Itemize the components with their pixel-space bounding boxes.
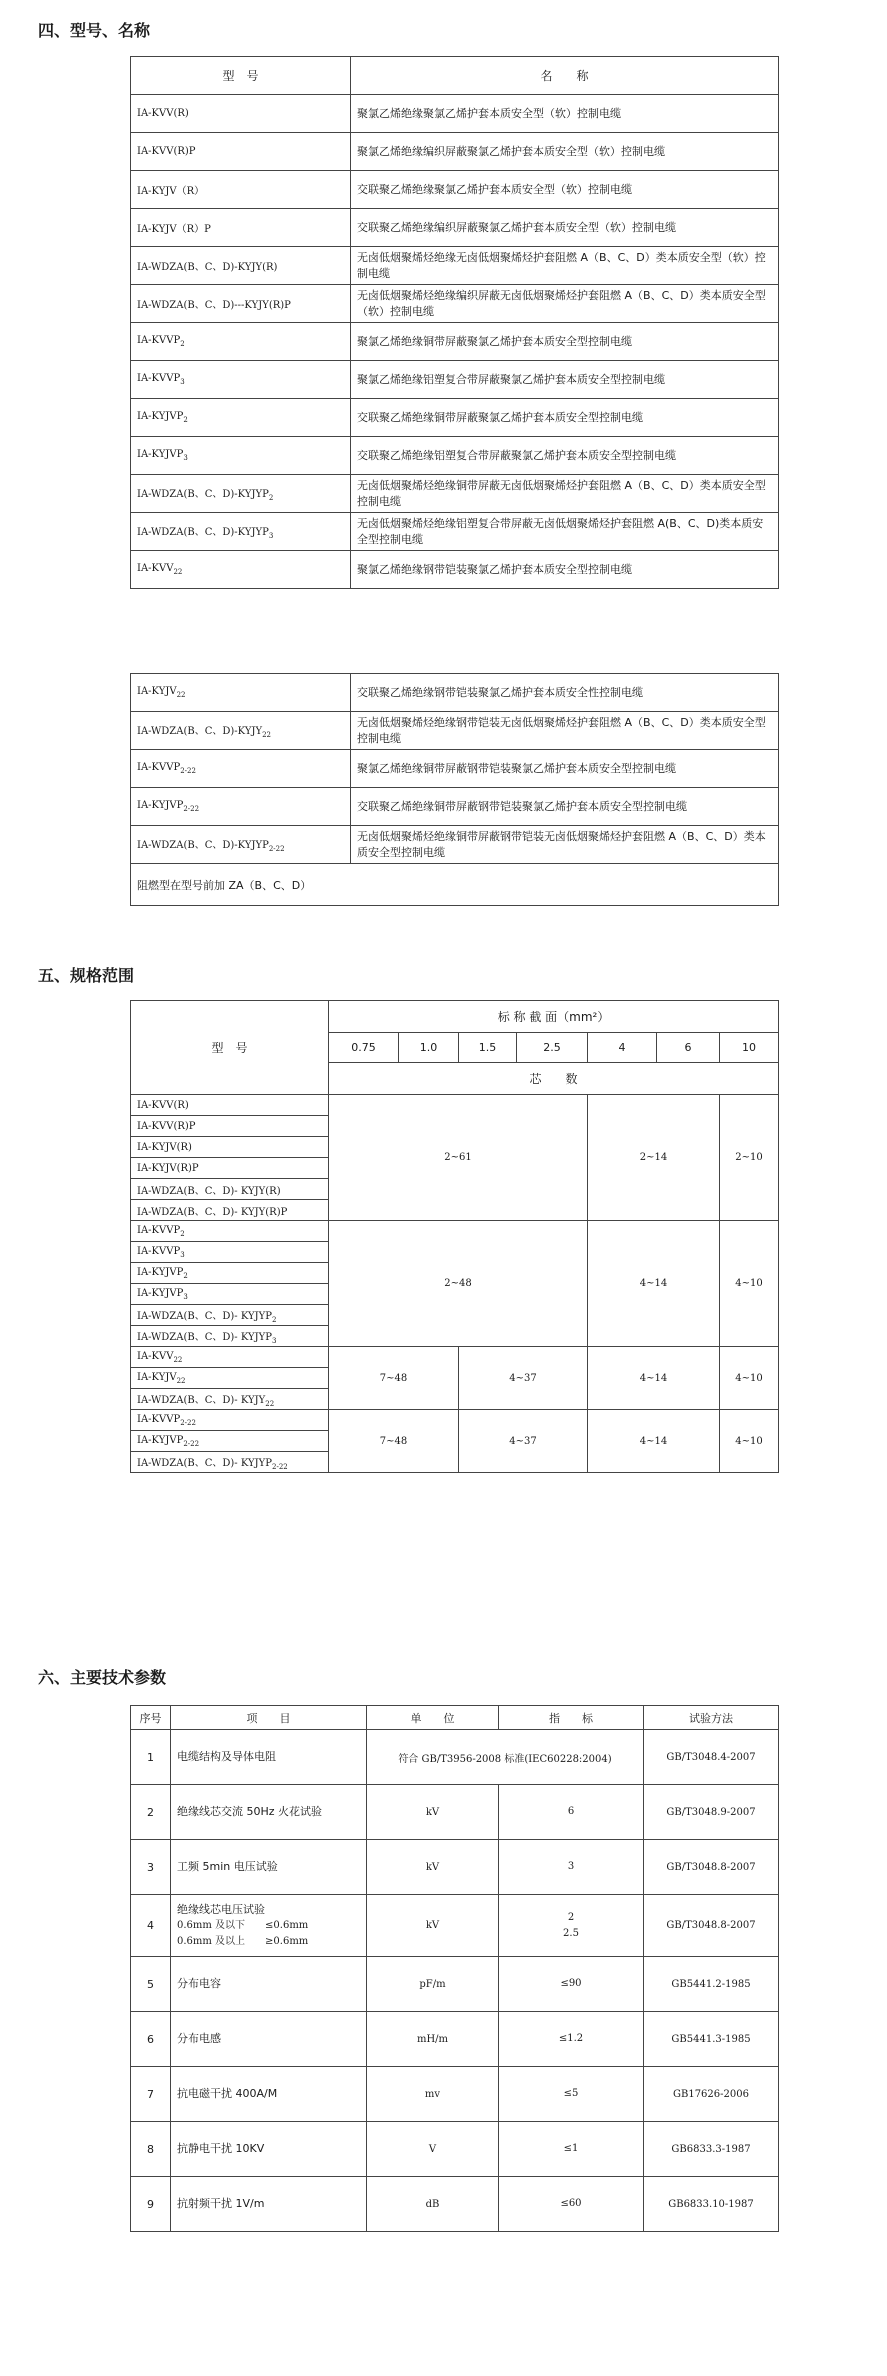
row-number: 7 xyxy=(131,2067,171,2122)
spec-value: 2.5 xyxy=(563,1927,579,1939)
unit: dB xyxy=(367,2177,499,2232)
test-item xyxy=(171,2122,367,2177)
model-code-text: IA-WDZA(B、C、D)- KYJYP xyxy=(137,1457,272,1469)
model-code xyxy=(131,475,351,513)
spec-value: ≤1 xyxy=(563,2143,579,2154)
tech-params-table xyxy=(130,1705,779,2232)
model-code xyxy=(131,1326,329,1347)
table-header xyxy=(131,57,779,95)
model-code xyxy=(131,171,351,209)
model-code-text: IA-WDZA(B、C、D)- KYJY(R) xyxy=(137,1185,281,1197)
model-code xyxy=(131,323,351,361)
spec xyxy=(499,1785,644,1840)
row-number: 1 xyxy=(131,1730,171,1785)
model-code-text: IA-KVV(R)P xyxy=(137,146,196,157)
test-method: GB/T3048.8-2007 xyxy=(644,1895,779,1957)
model-code-text: IA-KVV(R)P xyxy=(137,1120,196,1132)
unit-and-spec: 符合 GB/T3956-2008 标准(IEC60228:2004) xyxy=(367,1730,644,1785)
model-code xyxy=(131,1263,329,1284)
spec xyxy=(499,2122,644,2177)
model-code xyxy=(131,1095,329,1116)
cable-name: 无卤低烟聚烯烃绝缘铜带屏蔽无卤低烟聚烯烃护套阻燃 A（B、C、D）类本质安全型控制电缆 xyxy=(351,475,779,513)
cable-name: 交联聚乙烯绝缘聚氯乙烯护套本质安全型（软）控制电缆 xyxy=(351,171,779,209)
table-row xyxy=(131,712,779,750)
model-code-text: IA-KVVP xyxy=(137,1245,181,1257)
test-item-text: 分布电感 xyxy=(177,2032,221,2045)
row-number: 5 xyxy=(131,1957,171,2012)
core-range: 4~14 xyxy=(588,1410,720,1473)
model-code xyxy=(131,1179,329,1200)
model-code-text: IA-WDZA(B、C、D)-KYJYP xyxy=(137,527,269,538)
model-code-subscript: 2 xyxy=(180,1229,185,1238)
header-name: 名 称 xyxy=(351,57,779,95)
table-row xyxy=(131,209,779,247)
header-cell: 试验方法 xyxy=(644,1706,779,1730)
spec xyxy=(499,1840,644,1895)
spec-value: 6 xyxy=(567,1806,575,1817)
cable-name: 聚氯乙烯绝缘编织屏蔽聚氯乙烯护套本质安全型（软）控制电缆 xyxy=(351,133,779,171)
model-code xyxy=(131,750,351,788)
table-row xyxy=(131,399,779,437)
row-number: 9 xyxy=(131,2177,171,2232)
test-item xyxy=(171,1840,367,1895)
row-number: 3 xyxy=(131,1840,171,1895)
spec-value: ≤90 xyxy=(560,1978,582,1989)
unit: mv xyxy=(367,2067,499,2122)
test-item xyxy=(171,2177,367,2232)
cable-name: 聚氯乙烯绝缘聚氯乙烯护套本质安全型（软）控制电缆 xyxy=(351,95,779,133)
model-code xyxy=(131,1221,329,1242)
test-method: GB/T3048.9-2007 xyxy=(644,1785,779,1840)
table-row xyxy=(131,475,779,513)
test-item-text: 绝缘线芯交流 50Hz 火花试验 xyxy=(177,1805,323,1818)
model-code xyxy=(131,209,351,247)
cable-name: 无卤低烟聚烯烃绝缘铝塑复合带屏蔽无卤低烟聚烯烃护套阻燃 A(B、C、D)类本质安全型控制电缆 xyxy=(351,513,779,551)
model-code xyxy=(131,1116,329,1137)
model-code-subscript: 22 xyxy=(173,568,183,576)
unit: V xyxy=(367,2122,499,2177)
model-code xyxy=(131,674,351,712)
unit: kV xyxy=(367,1840,499,1895)
model-code-subscript: 3 xyxy=(272,1336,277,1345)
model-code-subscript: 2-22 xyxy=(180,767,196,775)
test-item-text: 工频 5min 电压试验 xyxy=(177,1860,278,1873)
model-code-text: IA-KYJVP xyxy=(137,1434,184,1446)
cable-name: 交联聚乙烯绝缘铝塑复合带屏蔽聚氯乙烯护套本质安全型控制电缆 xyxy=(351,437,779,475)
unit: mH/m xyxy=(367,2012,499,2067)
model-code-subscript: 22 xyxy=(176,1376,186,1385)
cable-name: 无卤低烟聚烯烃绝缘无卤低烟聚烯烃护套阻燃 A（B、C、D）类本质安全型（软）控制电缆 xyxy=(351,247,779,285)
model-code-text: IA-KYJVP xyxy=(137,1266,184,1278)
table-row xyxy=(131,826,779,864)
core-range: 2~48 xyxy=(329,1221,588,1347)
header-cross-section: 标 称 截 面（mm²） xyxy=(329,1001,779,1033)
model-code-subscript: 2 xyxy=(183,416,188,424)
table-row xyxy=(131,750,779,788)
model-code-text: IA-KYJV(R)P xyxy=(137,1162,199,1174)
spec xyxy=(499,2012,644,2067)
cable-name: 聚氯乙烯绝缘铝塑复合带屏蔽聚氯乙烯护套本质安全型控制电缆 xyxy=(351,361,779,399)
table-row xyxy=(131,1895,779,1957)
model-code-text: IA-KVVP xyxy=(137,1413,181,1425)
test-method: GB17626-2006 xyxy=(644,2067,779,2122)
cable-name: 无卤低烟聚烯烃绝缘钢带铠装无卤低烟聚烯烃护套阻燃 A（B、C、D）类本质安全型控制电缆 xyxy=(351,712,779,750)
model-code-subscript: 3 xyxy=(180,1250,185,1259)
model-code-text: IA-WDZA(B、C、D)- KYJY(R)P xyxy=(137,1206,288,1218)
model-code xyxy=(131,1305,329,1326)
size-2: 1.5 xyxy=(459,1033,517,1063)
cable-name: 交联聚乙烯绝缘铜带屏蔽聚氯乙烯护套本质安全型控制电缆 xyxy=(351,399,779,437)
model-code-subscript: 2 xyxy=(180,340,185,348)
model-code xyxy=(131,1431,329,1452)
unit: pF/m xyxy=(367,1957,499,2012)
unit: kV xyxy=(367,1895,499,1957)
size-3: 2.5 xyxy=(517,1033,588,1063)
test-item-text: 抗电磁干扰 400A/M xyxy=(177,2087,278,2100)
header-model: 型 号 xyxy=(131,57,351,95)
header-cores: 芯 数 xyxy=(329,1063,779,1095)
header-cell: 单 位 xyxy=(367,1706,499,1730)
model-code-text: IA-WDZA(B、C、D)-KYJYP xyxy=(137,489,269,500)
table-row xyxy=(131,1347,779,1368)
cable-name: 聚氯乙烯绝缘铜带屏蔽聚氯乙烯护套本质安全型控制电缆 xyxy=(351,323,779,361)
spec xyxy=(499,2177,644,2232)
model-code xyxy=(131,399,351,437)
table-row xyxy=(131,1221,779,1242)
header-cell: 序号 xyxy=(131,1706,171,1730)
section-title-models: 四、型号、名称 xyxy=(38,21,151,40)
model-code-text: IA-WDZA(B、C、D)- KYJYP xyxy=(137,1331,272,1343)
model-code xyxy=(131,1389,329,1410)
cable-name: 交联聚乙烯绝缘铜带屏蔽钢带铠装聚氯乙烯护套本质安全型控制电缆 xyxy=(351,788,779,826)
spec-value: 2 xyxy=(567,1911,575,1923)
model-code xyxy=(131,1284,329,1305)
model-code xyxy=(131,1452,329,1473)
size-5: 6 xyxy=(657,1033,720,1063)
core-range: 2~61 xyxy=(329,1095,588,1221)
model-code-text: IA-KYJV(R) xyxy=(137,1141,192,1153)
size-4: 4 xyxy=(588,1033,657,1063)
model-code-subscript: 2-22 xyxy=(268,845,285,853)
model-code-text: IA-KVV xyxy=(137,563,174,574)
model-code xyxy=(131,1137,329,1158)
cable-name: 交联聚乙烯绝缘编织屏蔽聚氯乙烯护套本质安全型（软）控制电缆 xyxy=(351,209,779,247)
row-number: 6 xyxy=(131,2012,171,2067)
model-code xyxy=(131,247,351,285)
section-title-tech-params: 六、主要技术参数 xyxy=(38,1668,167,1687)
test-item xyxy=(171,1895,367,1957)
model-code-subscript: 2-22 xyxy=(183,1439,200,1448)
test-item xyxy=(171,2067,367,2122)
row-number: 8 xyxy=(131,2122,171,2177)
table-row xyxy=(131,1957,779,2012)
unit: kV xyxy=(367,1785,499,1840)
model-code-subscript: 3 xyxy=(268,532,274,540)
row-number: 2 xyxy=(131,1785,171,1840)
model-code xyxy=(131,1410,329,1431)
spec xyxy=(499,1895,644,1957)
core-range: 7~48 xyxy=(329,1410,459,1473)
spec xyxy=(499,1957,644,2012)
model-code xyxy=(131,1200,329,1221)
model-code-text: IA-KVV(R) xyxy=(137,108,189,119)
model-code-text: IA-WDZA(B、C、D)-KYJY xyxy=(137,726,263,737)
header-cell: 指 标 xyxy=(499,1706,644,1730)
table-row xyxy=(131,1785,779,1840)
core-range: 7~48 xyxy=(329,1347,459,1410)
size-6: 10 xyxy=(720,1033,779,1063)
table-row xyxy=(131,285,779,323)
model-code xyxy=(131,361,351,399)
table-row xyxy=(131,513,779,551)
test-item-text: 抗静电干扰 10KV xyxy=(177,2142,265,2155)
model-code xyxy=(131,95,351,133)
model-name-table xyxy=(130,56,779,589)
spec-range-table xyxy=(130,1000,779,1473)
test-method: GB6833.10-1987 xyxy=(644,2177,779,2232)
model-code xyxy=(131,1347,329,1368)
model-code-subscript: 2-22 xyxy=(272,1462,288,1471)
model-code-text: IA-WDZA(B、C、D)---KYJY(R)P xyxy=(137,300,291,311)
table-row xyxy=(131,133,779,171)
table-row xyxy=(131,1730,779,1785)
spec-value: ≤5 xyxy=(563,2088,579,2099)
test-item xyxy=(171,1785,367,1840)
spec-value: 3 xyxy=(567,1861,575,1872)
model-code-text: IA-KYJVP xyxy=(137,1287,184,1299)
table-row xyxy=(131,323,779,361)
model-code-text: IA-KYJV（R）P xyxy=(137,224,211,235)
table-row xyxy=(131,247,779,285)
model-code-subscript: 2 xyxy=(183,1271,188,1280)
table-row xyxy=(131,2067,779,2122)
header-cell: 项 目 xyxy=(171,1706,367,1730)
model-code-text: IA-KVVP xyxy=(137,335,181,346)
model-code-subscript: 22 xyxy=(262,731,272,739)
model-code xyxy=(131,712,351,750)
core-range: 4~37 xyxy=(459,1410,588,1473)
table-row xyxy=(131,1840,779,1895)
test-method: GB6833.3-1987 xyxy=(644,2122,779,2177)
model-code xyxy=(131,551,351,589)
table-row xyxy=(131,1095,779,1116)
table-row xyxy=(131,171,779,209)
model-code-subscript: 2 xyxy=(268,494,274,502)
model-code xyxy=(131,133,351,171)
model-code-subscript: 22 xyxy=(176,691,186,699)
cable-name: 交联聚乙烯绝缘钢带铠装聚氯乙烯护套本质安全性控制电缆 xyxy=(351,674,779,712)
model-code-text: IA-KVV(R) xyxy=(137,1099,189,1111)
model-code-text: IA-KYJVP xyxy=(137,411,184,422)
table-row xyxy=(131,2177,779,2232)
header-model: 型 号 xyxy=(131,1001,329,1095)
core-range: 4~14 xyxy=(588,1347,720,1410)
model-code-subscript: 2-22 xyxy=(183,805,200,813)
test-method: GB5441.2-1985 xyxy=(644,1957,779,2012)
model-code xyxy=(131,1158,329,1179)
model-code xyxy=(131,826,351,864)
model-code-text: IA-WDZA(B、C、D)-KYJY(R) xyxy=(137,262,278,273)
table-row xyxy=(131,674,779,712)
table-row xyxy=(131,788,779,826)
core-range: 2~14 xyxy=(588,1095,720,1221)
test-item-text: 绝缘线芯电压试验 xyxy=(177,1902,265,1916)
model-code-text: IA-WDZA(B、C、D)- KYJYP xyxy=(137,1310,272,1322)
model-code xyxy=(131,1368,329,1389)
model-code-text: IA-KVVP xyxy=(137,373,181,384)
model-name-table-armored xyxy=(130,673,779,906)
table-row xyxy=(131,2122,779,2177)
core-range: 4~14 xyxy=(588,1221,720,1347)
cable-name: 无卤低烟聚烯烃绝缘编织屏蔽无卤低烟聚烯烃护套阻燃 A（B、C、D）类本质安全型（软）控制电缆 xyxy=(351,285,779,323)
table-header xyxy=(131,1706,779,1730)
note-row xyxy=(131,864,779,906)
core-range: 4~10 xyxy=(720,1347,779,1410)
table-row xyxy=(131,2012,779,2067)
spec-value: ≤1.2 xyxy=(558,2033,584,2044)
core-range: 4~10 xyxy=(720,1221,779,1347)
cable-name: 聚氯乙烯绝缘钢带铠装聚氯乙烯护套本质安全型控制电缆 xyxy=(351,551,779,589)
size-1: 1.0 xyxy=(399,1033,459,1063)
cable-name: 聚氯乙烯绝缘铜带屏蔽钢带铠装聚氯乙烯护套本质安全型控制电缆 xyxy=(351,750,779,788)
model-code-subscript: 3 xyxy=(183,1292,188,1301)
model-code xyxy=(131,437,351,475)
model-code xyxy=(131,285,351,323)
test-item xyxy=(171,1957,367,2012)
model-code-text: IA-KYJVP xyxy=(137,800,184,811)
model-code-text: IA-KVV xyxy=(137,1350,174,1362)
model-code-text: IA-KYJVP xyxy=(137,449,184,460)
row-number: 4 xyxy=(131,1895,171,1957)
test-item xyxy=(171,2012,367,2067)
model-code-subscript: 2 xyxy=(272,1315,277,1324)
table-row xyxy=(131,1410,779,1431)
size-0: 0.75 xyxy=(329,1033,399,1063)
test-method: GB5441.3-1985 xyxy=(644,2012,779,2067)
model-code-text: IA-KYJV（R） xyxy=(137,186,205,197)
test-item xyxy=(171,1730,367,1785)
cable-name: 无卤低烟聚烯烃绝缘铜带屏蔽钢带铠装无卤低烟聚烯烃护套阻燃 A（B、C、D）类本质安全型控制电缆 xyxy=(351,826,779,864)
model-code xyxy=(131,788,351,826)
model-code-subscript: 22 xyxy=(173,1355,183,1364)
spec xyxy=(499,2067,644,2122)
table-row xyxy=(131,551,779,589)
flame-retardant-note: 阻燃型在型号前加 ZA（B、C、D） xyxy=(131,864,779,906)
test-item-detail: 0.6mm 及以下 ≤0.6mm xyxy=(177,1919,309,1931)
model-code-text: IA-KYJV xyxy=(137,1371,177,1383)
core-range: 2~10 xyxy=(720,1095,779,1221)
model-code-text: IA-KYJV xyxy=(137,686,177,697)
table-row xyxy=(131,95,779,133)
table-row xyxy=(131,437,779,475)
model-code-text: IA-KVVP xyxy=(137,762,181,773)
core-range: 4~37 xyxy=(459,1347,588,1410)
section-title-spec-range: 五、规格范围 xyxy=(38,966,135,985)
model-code xyxy=(131,513,351,551)
test-method: GB/T3048.4-2007 xyxy=(644,1730,779,1785)
test-method: GB/T3048.8-2007 xyxy=(644,1840,779,1895)
spec-value: ≤60 xyxy=(560,2198,582,2209)
model-code-text: IA-WDZA(B、C、D)- KYJY xyxy=(137,1394,266,1406)
test-item-text: 抗射频干扰 1V/m xyxy=(177,2197,265,2210)
model-code-subscript: 3 xyxy=(180,378,185,386)
test-item-text: 分布电容 xyxy=(177,1977,221,1990)
core-range: 4~10 xyxy=(720,1410,779,1473)
test-item-text: 电缆结构及导体电阻 xyxy=(177,1750,276,1763)
model-code-text: IA-KVVP xyxy=(137,1224,181,1236)
table-row xyxy=(131,361,779,399)
model-code-subscript: 22 xyxy=(265,1399,275,1408)
model-code xyxy=(131,1242,329,1263)
test-item-detail: 0.6mm 及以上 ≥0.6mm xyxy=(177,1935,309,1947)
model-code-text: IA-WDZA(B、C、D)-KYJYP xyxy=(137,840,269,851)
model-code-subscript: 2-22 xyxy=(180,1418,196,1427)
model-code-subscript: 3 xyxy=(183,454,188,462)
